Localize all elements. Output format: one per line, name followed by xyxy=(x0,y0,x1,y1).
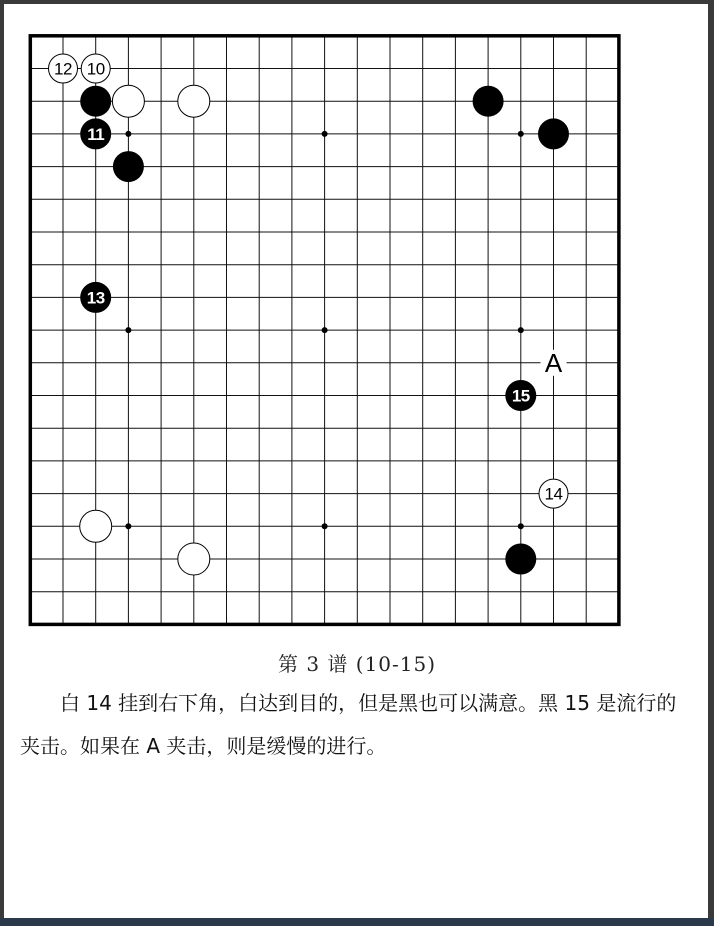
window-bottom-edge xyxy=(0,918,714,926)
point-marker-label: A xyxy=(544,347,563,378)
star-point xyxy=(125,327,131,333)
star-point xyxy=(518,131,524,137)
black-stone xyxy=(80,86,111,117)
stone-number-label: 10 xyxy=(86,59,105,79)
black-stone xyxy=(505,544,536,575)
star-point xyxy=(322,131,328,137)
stone-number-label: 12 xyxy=(54,59,72,79)
black-stone xyxy=(538,118,569,149)
star-point xyxy=(322,523,328,529)
stone-number-label: 14 xyxy=(544,484,563,504)
go-board-diagram xyxy=(4,4,708,644)
white-stone xyxy=(178,543,210,575)
diagram-caption: 第 3 谱 (10-15) xyxy=(277,652,437,676)
stone-number-label: 15 xyxy=(511,386,530,406)
white-stone xyxy=(112,85,144,117)
star-point xyxy=(518,327,524,333)
white-stone xyxy=(178,85,210,117)
document-page xyxy=(4,4,708,918)
white-stone xyxy=(80,510,112,542)
black-stone xyxy=(113,151,144,182)
star-point xyxy=(518,523,524,529)
star-point xyxy=(125,523,131,529)
star-point xyxy=(322,327,328,333)
stone-number-label: 13 xyxy=(86,288,105,308)
stone-number-label: 11 xyxy=(87,124,105,144)
commentary-paragraph: 白 14 挂到右下角，白达到目的，但是黑也可以满意。黑 15 是流行的夹击。如果在 A 夹击，则是缓慢的进行。 xyxy=(20,691,677,758)
black-stone xyxy=(473,86,504,117)
star-point xyxy=(125,131,131,137)
